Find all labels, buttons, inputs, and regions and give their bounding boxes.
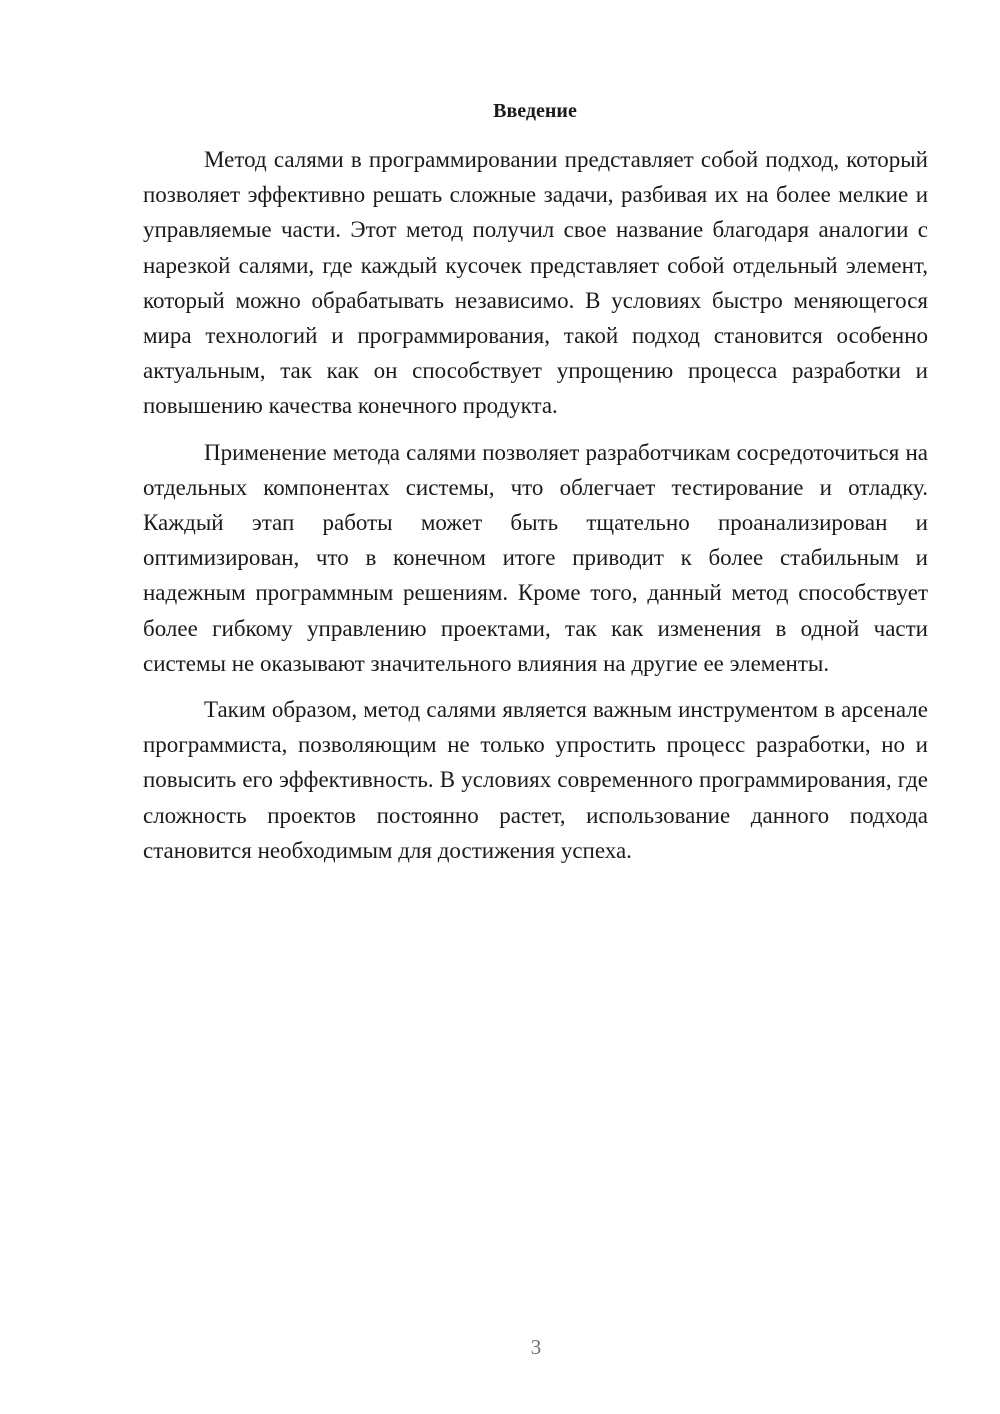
page-number: 3 [530, 1335, 542, 1359]
body-text [143, 142, 928, 868]
paragraph-1: Метод салями в программировании представляет собой подход, который позволяет эффективно решать сложные задачи, разбивая их на более мелкие и управляемые части. Этот метод получил свое название благодаря аналогии с нарезкой салями, где каждый кусочек представляет собой отдельный элемент, который можно обрабатывать независимо. В условиях быстро меняющегося мира технологий и программирования, такой подход становится особенно актуальным, так как он способствует упрощению процесса разработки и повышению качества конечного продукта. [143, 147, 928, 419]
paragraph-2: Применение метода салями позволяет разработчикам сосредоточиться на отдельных компонентах системы, что облегчает тестирование и отладку. Каждый этап работы может быть тщательно проанализирован и оптимизирован, что в конечном итоге приводит к более стабильным и надежным программным решениям. Кроме того, данный метод способствует более гибкому управлению проектами, так как изменения в одной части системы не оказывают значительного влияния на другие ее элементы. [143, 439, 928, 676]
section-heading: Введение [493, 100, 577, 122]
paragraph-3: Таким образом, метод салями является важным инструментом в арсенале программиста, позволяющим не только упростить процесс разработки, но и повысить его эффективность. В условиях современного программирования, где сложность проектов постоянно растет, использование данного подхода становится необходимым для достижения успеха. [143, 697, 928, 863]
